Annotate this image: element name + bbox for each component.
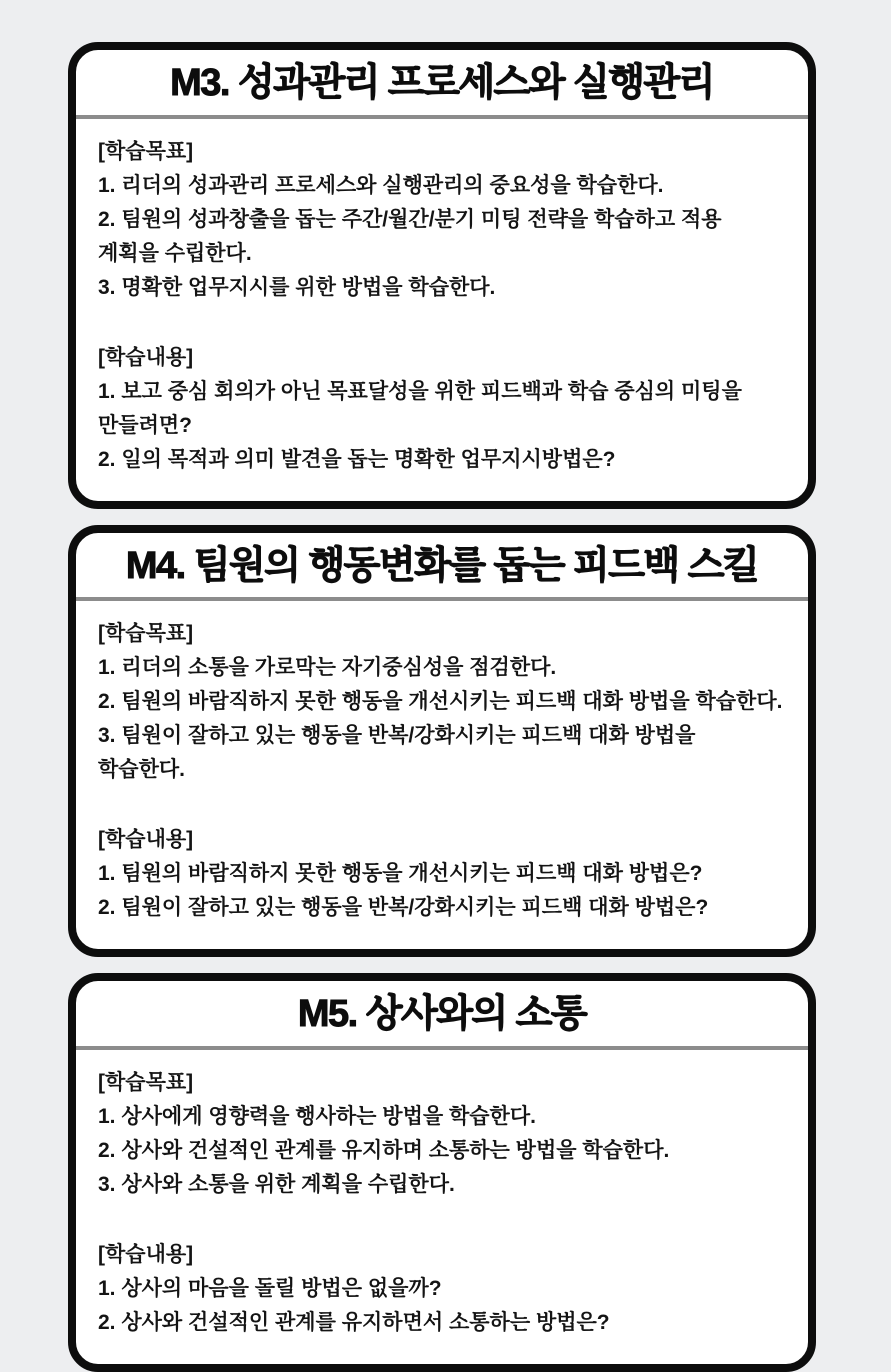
- section-heading: [학습내용]: [98, 345, 194, 369]
- list-item: 2. 일의 목적과 의미 발견을 돕는 명확한 업무지시방법은?: [98, 447, 616, 471]
- list-item: 2. 팀원의 성과창출을 돕는 주간/월간/분기 미팅 전략을 학습하고 적용 계획을 수립한다.: [98, 207, 722, 265]
- list-item: 3. 명확한 업무지시를 위한 방법을 학습한다.: [98, 275, 496, 299]
- list-item: 2. 상사와 건설적인 관계를 유지하면서 소통하는 방법은?: [98, 1311, 610, 1335]
- card-body: [76, 601, 808, 949]
- module-card-m3: [68, 42, 816, 509]
- list-item: 2. 팀원이 잘하고 있는 행동을 반복/강화시키는 피드백 대화 방법은?: [98, 896, 709, 920]
- card-title: M5. 상사와의 소통: [297, 993, 587, 1036]
- section-heading: [학습목표]: [98, 139, 194, 163]
- section-heading: [학습목표]: [98, 622, 194, 646]
- section-heading: [학습내용]: [98, 828, 194, 852]
- card-title: M3. 성과관리 프로세스와 실행관리: [170, 62, 714, 104]
- list-item: 1. 리더의 성과관리 프로세스와 실행관리의 중요성을 학습한다.: [98, 173, 664, 197]
- card-body: [76, 1050, 808, 1364]
- learning-contents-section: [98, 823, 786, 925]
- module-card-m5: [68, 973, 816, 1372]
- learning-contents-section: [98, 341, 786, 477]
- list-item: 3. 팀원이 잘하고 있는 행동을 반복/강화시키는 피드백 대화 방법을 학습한다.: [98, 724, 696, 782]
- list-item: 1. 상사에게 영향력을 행사하는 방법을 학습한다.: [98, 1105, 536, 1129]
- list-item: 1. 팀원의 바람직하지 못한 행동을 개선시키는 피드백 대화 방법은?: [98, 862, 703, 886]
- list-item: 1. 리더의 소통을 가로막는 자기중심성을 점검한다.: [98, 656, 557, 680]
- section-heading: [학습목표]: [98, 1071, 194, 1095]
- list-item: 1. 보고 중심 회의가 아닌 목표달성을 위한 피드백과 학습 중심의 미팅을 만들려면?: [98, 379, 742, 437]
- card-title: M4. 팀원의 행동변화를 돕는 피드백 스킬: [125, 544, 759, 587]
- list-item: 3. 상사와 소통을 위한 계획을 수립한다.: [98, 1173, 455, 1197]
- list-item: 2. 상사와 건설적인 관계를 유지하며 소통하는 방법을 학습한다.: [98, 1139, 670, 1163]
- learning-objectives-section: [98, 135, 786, 305]
- learning-objectives-section: [98, 1066, 786, 1202]
- card-body: [76, 119, 808, 501]
- list-item: 2. 팀원의 바람직하지 못한 행동을 개선시키는 피드백 대화 방법을 학습한다.: [98, 690, 783, 714]
- section-heading: [학습내용]: [98, 1243, 194, 1267]
- learning-objectives-section: [98, 617, 786, 787]
- list-item: 1. 상사의 마음을 돌릴 방법은 없을까?: [98, 1277, 442, 1301]
- learning-contents-section: [98, 1238, 786, 1340]
- module-card-m4: [68, 525, 816, 958]
